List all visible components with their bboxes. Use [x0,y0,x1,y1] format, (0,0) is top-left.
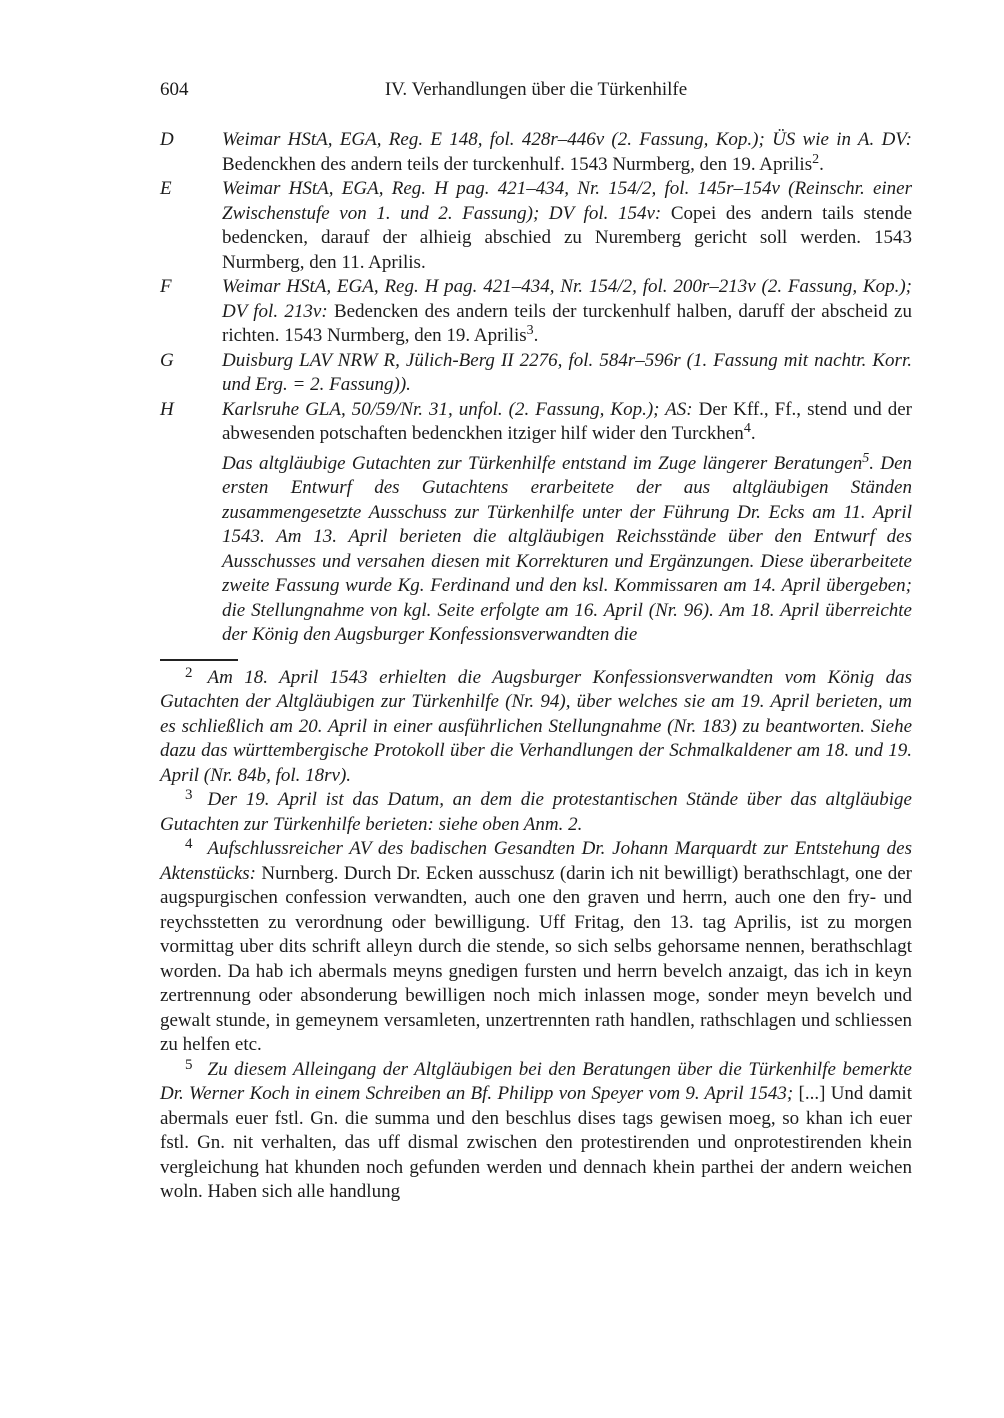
text-run: Am 18. April 1543 erhielten die Augsburger Konfessionsverwandten vom König das Gutachten der Altgläubigen zur Türkenhilfe (Nr. 94), über welches sie am 19. April berieten, um es schließlich am 20. April in einer ausführlichen Stellungnahme (Nr. 183) zu beantworten. Siehe dazu das württembergische Protokoll über die Verhandlungen der Schmalkaldener am 18. und 19. April (Nr. 84b, fol. 18rv). [160,666,912,786]
footnote [160,788,912,837]
siglum-entry [160,128,912,177]
siglum-entry [160,349,912,398]
text-run: Der 19. April ist das Datum, an dem die protestantischen Stände über das altgläubige Gutachten zur Türkenhilfe berieten: siehe oben Anm. 2. [160,789,912,835]
siglum-label: H [160,398,174,420]
text-run: . [750,423,756,444]
text-run: Der Kff., Ff., stend und der abwesenden potschaften bedenckhen itziger hilf wider den Turckhen [222,398,912,444]
footnote [160,837,912,1058]
siglum-label: F [160,276,172,297]
text-run: Das altgläubige Gutachten zur Türkenhilfe entstand im Zuge längerer Beratungen [222,452,863,474]
siglum-entry [160,177,912,275]
siglum-text [222,349,912,398]
superscript-footnote-ref: 2 [812,151,820,167]
text-run: Karlsruhe GLA, 50/59/Nr. 31, unfol. (2. Fassung, Kop.); AS: [222,398,699,420]
editorial-note [222,452,912,648]
text-run: Weimar HStA, EGA, Reg. H pag. 421–434, Nr. 154/2, fol. 200r–213v (2. Fassung, Kop.); DV fol. 213v: [222,276,912,322]
text-run: Weimar HStA, EGA, Reg. E 148, fol. 428r–446v (2. Fassung, Kop.); ÜS wie in A. DV: [222,129,912,150]
text-run: Duisburg LAV NRW R, Jülich-Berg II 2276, fol. 584r–596r (1. Fassung mit nachtr. Korr. und Erg. = 2. Fassung)). [222,349,912,395]
text-run: Copei des andern tails stende bedencken, darauf der alhieig abschied zu Nuremberg gericht soll werden. 1543 Nurmberg, den 11. Aprilis. [222,202,913,273]
superscript-footnote-ref: 4 [743,421,751,436]
footnote-separator [160,659,238,661]
text-run: Weimar HStA, EGA, Reg. H pag. 421–434, Nr. 154/2, fol. 145r–154v (Reinschr. einer Zwischenstufe von 1. und 2. Fassung); DV fol. 154v: [222,178,912,224]
siglum-text [222,398,912,447]
siglum-text [222,177,912,275]
footnote-number: 3 [185,787,193,803]
text-run: Bedencken des andern teils der turckenhulf halben, daruff der abscheid zu richten. 1543 Nurmberg, den 19. Aprilis [222,300,912,346]
footnote-number: 2 [185,664,193,681]
siglum-label: D [160,129,174,150]
footnotes-section [160,666,912,1205]
sigla-list [160,128,912,447]
text-run: Nurnberg. Durch Dr. Ecken ausschusz (darin ich nit bewilligt) berathschlagt, one der augspurgischen confession verwandten, auch one den graven und herrn, auch one den fry- und reychsstetten zu verordnung oder bewilligung. Uff Fritag, den 13. tag Aprilis, ist zu morgen vormittag uber dits schrift alleyn durch die stende, so sich selbs gehorsame nennen, berathschlagt worden. Da hab ich abermals meyns gnedigen fursten und herrn bevelch anzaigt, das ich in keyn zertrennung oder absonderung bewilligen noch mich inlassen moge, sonder meyn bevelch und gewalt stunde, in gemeynem versamleten, unzertrennten rath handlen, rathschlagen und schliessen zu helfen etc. [160,862,912,1055]
siglum-label: E [160,178,172,199]
siglum-text [222,128,912,177]
siglum-entry [160,275,912,349]
page-number: 604 [160,79,189,100]
siglum-label: G [160,349,174,371]
siglum-entry [160,398,912,447]
superscript-footnote-ref: 5 [862,450,870,466]
siglum-text [222,275,912,349]
footnote-number: 4 [185,836,193,852]
text-run: . [533,325,539,346]
text-run: Bedenckhen des andern teils der turckenhulf. 1543 Nurmberg, den 19. Aprilis [222,153,813,175]
text-run: . Den ersten Entwurf des Gutachtens erarbeitete der aus altgläubigen Ständen zusammengesetzte Ausschuss zur Türkenhilfe unter der Führung Dr. Ecks am 11. April 1543. Am 13. April berieten die altgläubigen Reichsstände über den Entwurf des Ausschusses und versahen diesen mit Korrekturen und Ergänzungen. Diese überarbeitete zweite Fassung wurde Kg. Ferdinand und den ksl. Kommissaren am 14. April übergeben; die Stellungnahme von kgl. Seite erfolgte am 16. April (Nr. 96). Am 18. April überreichte der König den Augsburger Konfessionsverwandten die [222,452,913,645]
text-run: Aufschlussreicher AV des badischen Gesandten Dr. Johann Marquardt zur Entstehung des Aktenstücks: [160,838,912,884]
superscript-footnote-ref: 3 [526,323,534,338]
running-head-title: IV. Verhandlungen über die Türkenhilfe [384,79,688,100]
text-run: [...] Und damit abermals euer fstl. Gn. die summa und den beschlus dises tags gewisen moeg, so khan ich euer fstl. Gn. nit verhalten, das uff dismal zwischen den protestirenden und onprotestirenden khein vergleichung hat khunden noch gefunden werden und dennach khein parthei der andern weichen woln. Haben sich alle handlung [160,1083,912,1202]
footnote [160,666,912,789]
running-header [160,78,912,103]
text-run: . [819,153,824,175]
footnote-number: 5 [185,1056,193,1073]
text-run: Zu diesem Alleingang der Altgläubigen bei den Beratungen über die Türkenhilfe bemerkte Dr. Werner Koch in einem Schreiben an Bf. Philipp von Speyer vom 9. April 1543; [160,1058,912,1104]
footnote [160,1058,912,1205]
